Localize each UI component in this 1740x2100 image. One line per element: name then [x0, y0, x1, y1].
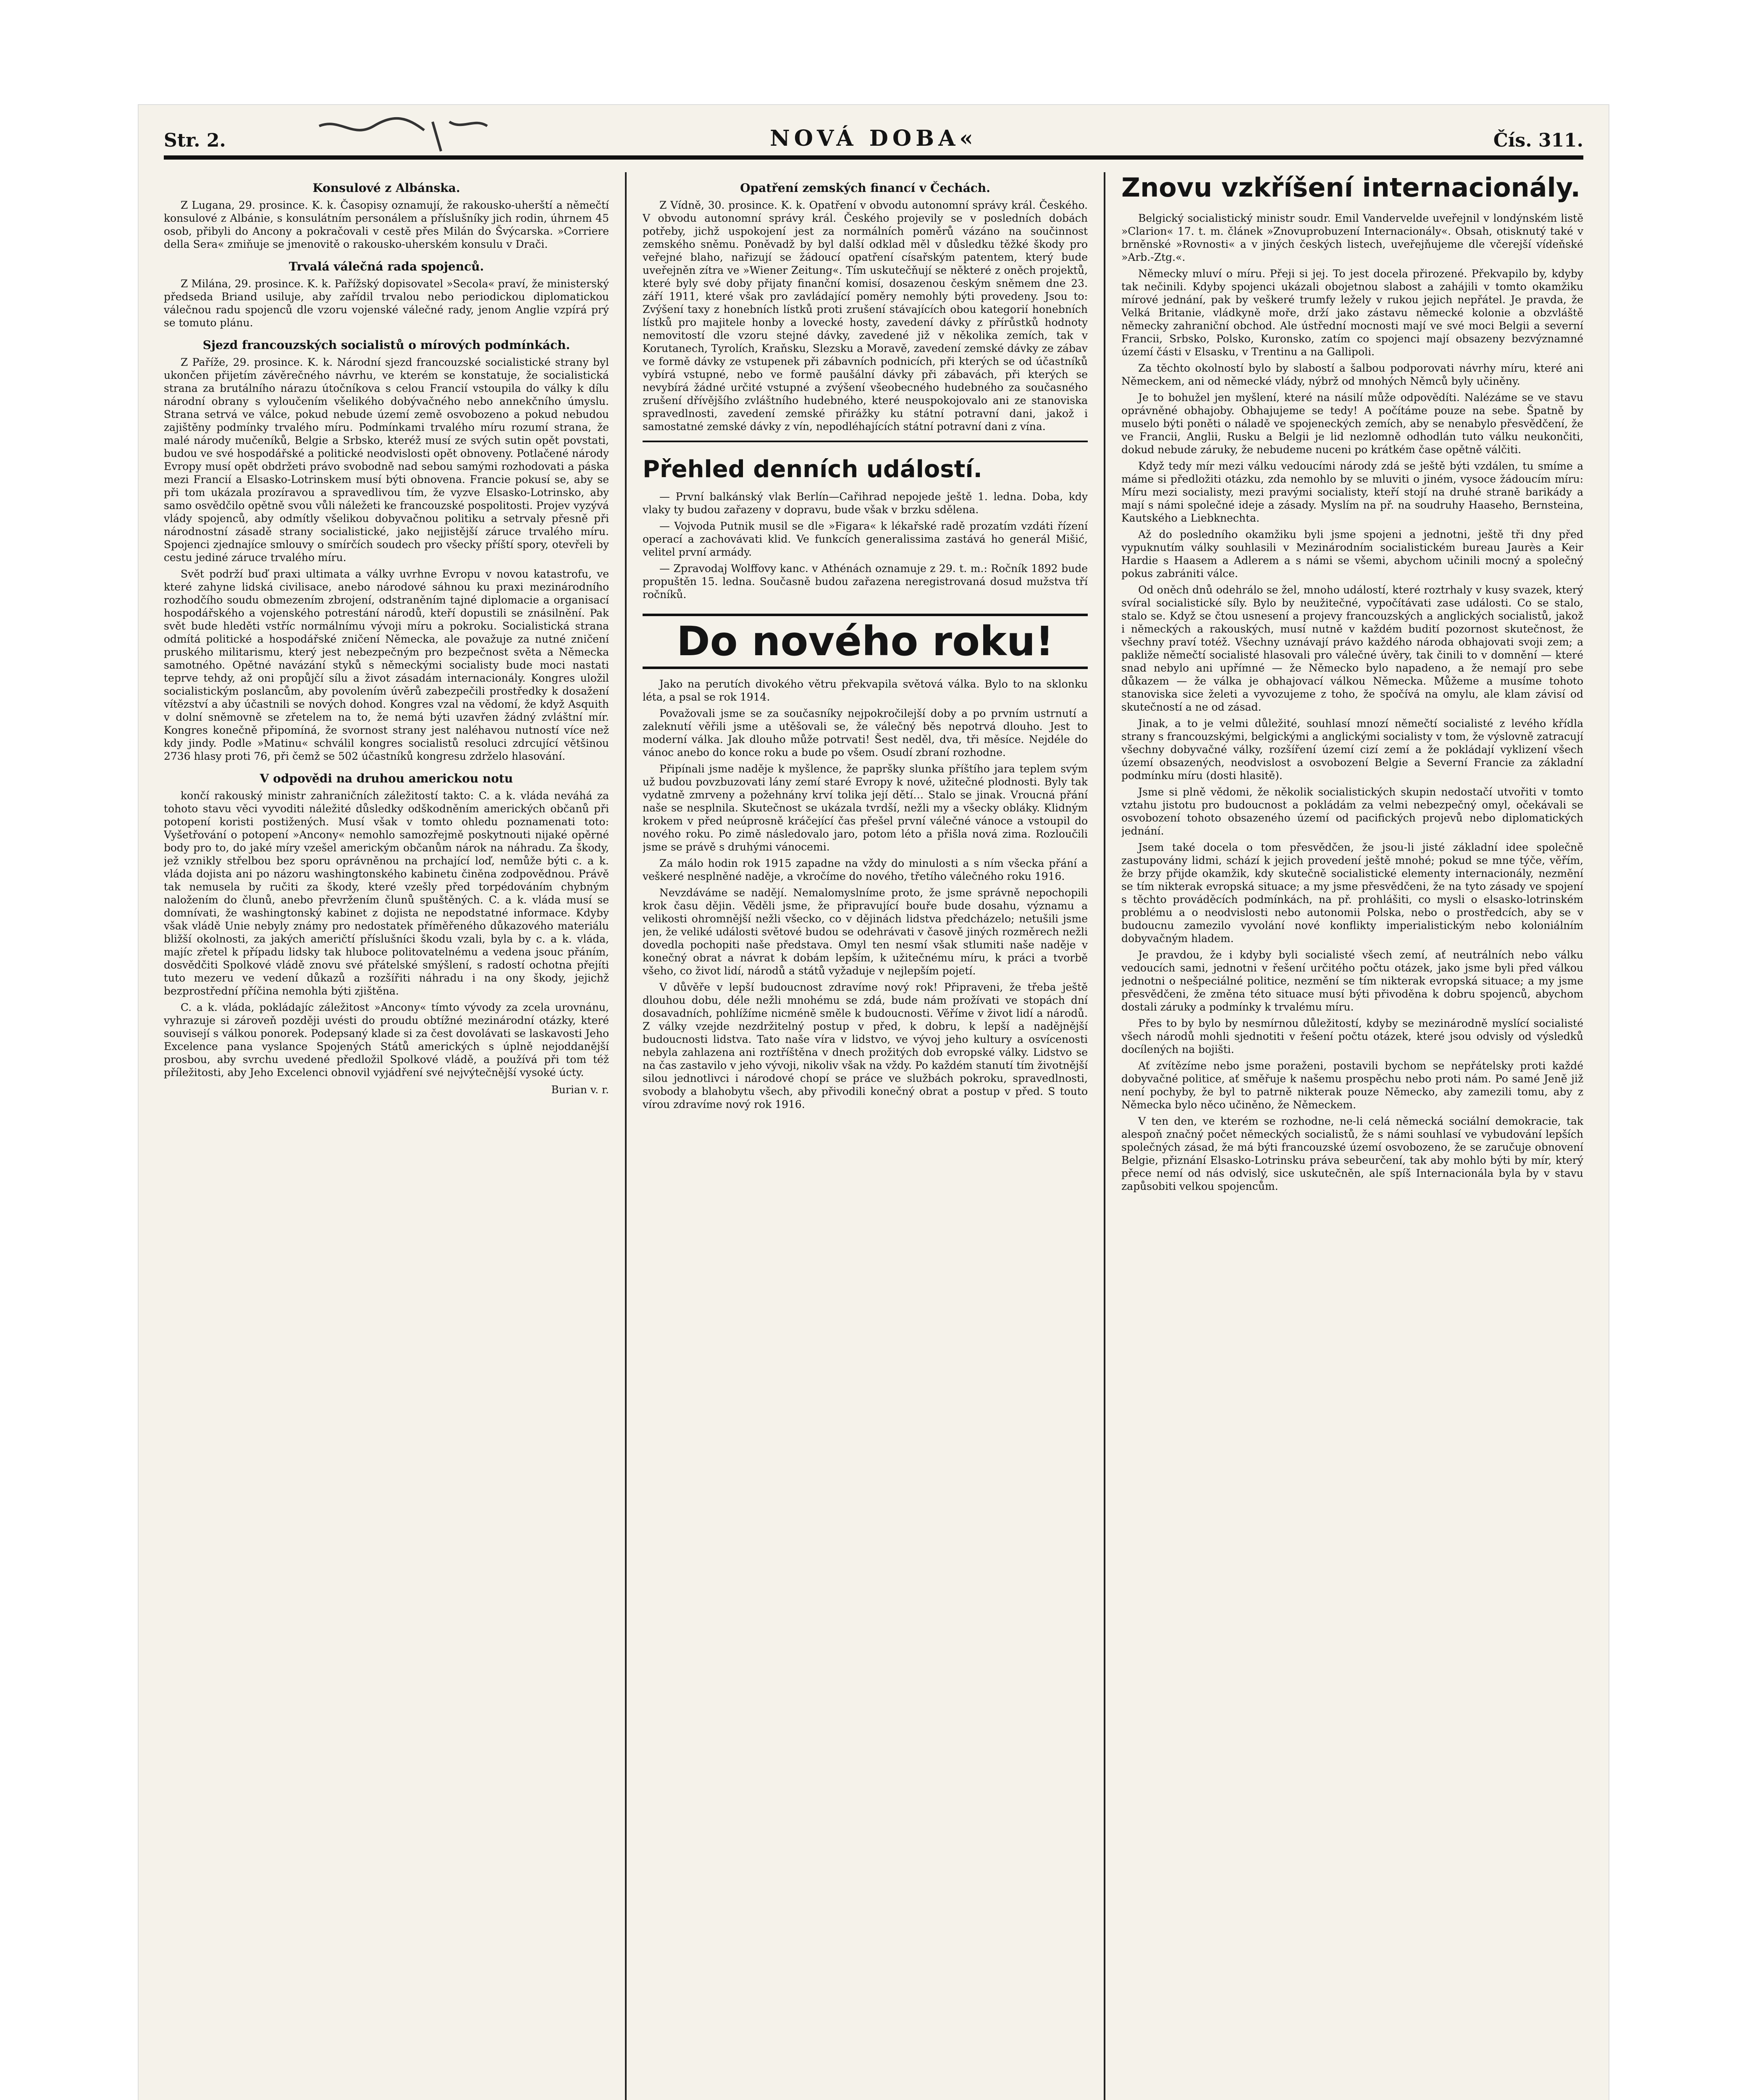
article-paragraph: — Vojvoda Putnik musil se dle »Figara« k lékařské radě prozatím vzdáti řízení operací a zachovávati klid. Ve funkcích generalissima zastává ho generál Mišić, velitel první armády. [643, 520, 1088, 558]
column-2 [643, 172, 1088, 2100]
column-separator [625, 172, 627, 2100]
article-paragraph: Svět podrží buď praxi ultimata a války uvrhne Evropu v novou katastrofu, ve které zahyne lidská civilisace, anebo národové sáhnou ku praxi mezinárodního rozhodčího soudu obmezením zbrojení, odstraněním tajné diplomacie a organisací hospodářského a vojenského potrestání národů, kteří dopustili se znásilnění. Pak svět bude hleděti vstříc normálnímu vývoji míru a pokroku. Socialistická strana odmítá politické a hospodářské zničení Německa, ale považuje za nutné zničení pruského militarismu, který jest nebezpečným pro bezpečnost světa a Německa samotného. Opětné navázání styků s německými socialisty bude moci nastati teprve tehdy, až oni propůjčí sílu a život zásadám internacionály. Kongres uložil socialistickým poslancům, aby povolením úvěrů zabezpečili prostředky k dosažení vítězství a aby účastnili se nových dohod. Kongres vzal na vědomí, že když Asquith v dolní sněmovně se zřetelem na to, že nemá býti uzavřen žádný zvláštní mír. Kongres konečně připomíná, že svornost strany jest naléhavou nutností více než kdy jindy. Podle »Matinu« schválil kongres socialistů resoluci zdrcující většinou 2736 hlasy proti 76, při čemž se 502 účastníků kongresu zdrželo hlasování. [164, 568, 609, 762]
article-paragraph: Je pravdou, že i kdyby byli socialisté všech zemí, ať neutrálních nebo válku vedoucích sami, jednotni v řešení určitého počtu otázek, jako jsme byli před válkou jednotni o nešpeciálné politice, nezmění se tím nikterak evropská situace; a my jsme přesvědčeni, že změna této situace musí býti přivoděna k dobru spojenců, abychom dostali záruky a podmínky k trvalému míru. [1121, 949, 1583, 1013]
article-heading: V odpovědi na druhou americkou notu [260, 772, 513, 785]
article-paragraph: Jsme si plně vědomi, že několik socialistických skupin nedostačí utvořiti v tomto vztahu jistotu pro budoucnost a pokládám za velmi nebezpečný omyl, očekávali se osvobození tohoto obsazeného území od pacifických projevů nebo diplomatických jednání. [1121, 786, 1583, 837]
article-paragraph: Od oněch dnů odehrálo se žel, mnoho událostí, které roztrhaly v kusy svazek, který svíral socialistické síly. Bylo by neužitečné, vypočítávati zase události. Co se stalo, stalo se. Když se čtou usnesení a projevy francouzských a anglických socialistů, jakož i německých a rakouských, musí nutně v každém budití pozornost skutečnost, že všechny praví totéž. Všechny uznávají právo každého národa obhajovati svoji zem; a pakliže němečtí socialisté hlasovali pro válečné úvěry, tak činili to v domnění — které snad nebylo ani upřímné — že Německo bylo napadeno, a že nemají pro sebe důkazem — že válka je obhajovací válkou Německa. Můžeme a musíme tohoto stanoviska sice želeti a vyvozujeme z toho, že spočívá na omylu, ale klam závisí od skutečností a ne od zásad. [1121, 584, 1583, 713]
article-paragraph: Jinak, a to je velmi důležité, souhlasí mnozí němečtí socialisté z levého křídla strany s francouzskými, belgickými a anglickými socialisty v tom, že výslovně zatracují všechny dobyvačné války, rozšíření území cizí zemí a že pokládají vyklizení všech území obsazených, neodvislost a osvobození Belgie a Severní Francie za základní podmínku míru (dosti hlasitě). [1121, 717, 1583, 782]
article-paragraph: Za málo hodin rok 1915 zapadne na vždy do minulosti a s ním všecka přání a veškeré nesplněné naděje, a vkročíme do nového, třetího válečného roku 1916. [643, 857, 1088, 882]
page-header [164, 118, 1583, 160]
page-number: Str. 2. [164, 130, 226, 151]
article-paragraph: C. a k. vláda, pokládajíc záležitost »Ancony« tímto vývody za zcela urovnánu, vyhrazuje si zároveň později uvésti do proudu obtížné mezinárodní otázky, které souvisejí s válkou ponorek. Podepsaný klade si za čest dovolávati se laskavosti Jeho Excelence pana vyslance Spojených Států amerických s úplně nejoddanější prosbou, aby svrchu uvedené předložil Spolkové vládě, a používá při tom též příležitosti, aby Jeho Excelenci obnovil vyjádření své nejvýtečnější vysoké úcty. [164, 1001, 609, 1079]
divider [643, 441, 1088, 442]
article-paragraph: Připínali jsme naděje k myšlence, že papršky slunka příštího jara teplem svým už budou povzbuzovati lány zemí staré Evropy k nové, užitečné plodnosti. Byly tak vydatně zmrveny a požehnány krví tolika její dětí… Stalo se jinak. Vroucná přání naše se nesplnila. Skutečnost se ukázala tvrdší, nežli my a všecky obláky. Klidným krokem v před neúprosně kráčející čas přešel první válečné vánoce a vstoupil do nového roku. Po zimě následovalo jaro, potom léto a přišla nová zima. Rozloučili jsme se právě s druhými vánocemi. [643, 763, 1088, 853]
column-separator [1104, 172, 1105, 2100]
article-heading: Opatření zemských financí v Čechách. [740, 181, 990, 195]
article-heading: Do nového roku! [643, 614, 1088, 669]
article-paragraph: Z Lugana, 29. prosince. K. k. Časopisy oznamují, že rakousko-uherští a němečtí konsulové z Albánie, s konsulátním personálem a příslušníky jich rodin, úhrnem 45 osob, přibyli do Ancony a pokračovali v cestě přes Milán do Švýcarska. »Corriere della Sera« zmiňuje se jmenovitě o rakousko-uherském konsulu v Drači. [164, 199, 609, 250]
article-paragraph: Jsem také docela o tom přesvědčen, že jsou-li jisté základní idee společně zastupovány lidmi, schází k jejich provedení ještě mnohé; pokud se mne týče, věřím, že brzy přijde okamžik, kdy skutečně socialistické elementy internacionály, nezmění se tím nikterak evropská situace; a my jsme přesvědčeni, že na tyto zásady ve spojení s těchto prováděcích podmínkách, na př. prohlášiti, co mysli o elsasko-lotrinském problému a o neodvislosti nebo autonomii Polska, nebo o prostředcích, aby se v budoucnu zamezilo vyvolání nové konflikty imperialistickým nebo koloniálním dobyvačným hladem. [1121, 841, 1583, 945]
article-paragraph: Německy mluví o míru. Přeji si jej. To jest docela přirozené. Překvapilo by, kdyby tak nečinili. Kdyby spojenci ukázali obojetnou slabost a zahájili v tomto okamžiku mírové jednání, pak by veškeré trumfy ležely v rukou jejich nepřátel. Je pravda, že Velká Britanie, vládkyně moře, drží jako zástavu německé kolonie a obzvláště německy zahraniční obchod. Ale ústřední mocnosti mají ve své moci Belgii a severní Francii, Srbsko, Polsko, Kuronsko, zatím co spojenci mají obsazeny bezvýznamné území části v Elsasku, v Trentinu a na Gallipoli. [1121, 268, 1583, 358]
article-paragraph: Nevzdáváme se nadějí. Nemalomyslníme proto, že jsme správně nepochopili krok času dějin. Věděli jsme, že připravující bouře bude dosahu, významu a velikosti ohromnější nežli všecko, co v dějinách lidstva předcházelo; netušili jsme jen, že veliké události světové budou se odehrávati v časově jiných rozměrech nežli dovedla pochopiti naše představa. Omyl ten nesmí však stlumiti naše naděje v konečný obrat a návrat k dobám lepším, k užitečnému míru, k práci a tvorbě všeho, co život lidí, národů a států vyžaduje v nejlepším pojetí. [643, 887, 1088, 977]
article-heading: Konsulové z Albánska. [312, 181, 460, 195]
article-heading: Sjezd francouzských socialistů o mírových podmínkách. [202, 338, 570, 352]
article-paragraph: Z Milána, 29. prosince. K. k. Pařížský dopisovatel »Secola« praví, že ministerský předseda Briand usiluje, aby zařídil trvalou nebo periodickou diplomatickou válečnou radu spojenců dle vzoru vojenské válečné rady, jenom Anglie vzpírá prý se tomuto plánu. [164, 278, 609, 329]
article-heading: Trvalá válečná rada spojenců. [289, 260, 484, 273]
article-paragraph: — První balkánský vlak Berlín—Cařihrad nepojede ještě 1. ledna. Doba, kdy vlaky ty budou zařazeny v dopravu, bude však v brzku sdělena. [643, 491, 1088, 516]
article-paragraph: Z Vídně, 30. prosince. K. k. Opatření v obvodu autonomní správy král. Českého. V obvodu autonomní správy král. Českého projevily se v posledních dobách potřeby, jichž uspokojení jest za normálních poměrů vázáno na součinnost zemského sněmu. Poněvadž by byl další odklad měl v důsledku těžké škody pro veřejné blaho, nařizují se žádoucí opatření císařským patentem, který bude uveřejněn zítra ve »Wiener Zeitung«. Tím uskutečňují se některé z oněch projektů, které byly své doby přijaty finanční komisí, dosazenou českým sněmem dne 23. září 1911, které však pro zavládající poměry nemohly býti provedeny. Jsou to: Zvýšení taxy z honebních lístků proti zrušení stávajících obou kategorií honebních lístků pro majitele honby a lovecké hosty, zavedení dávky z přírůstků hodnoty nemovitostí dle vzoru stejné dávky, zavedené již v několika zemích, tak v Korutanech, Tyrolích, Kraňsku, Slezsku a Moravě, zavedení zemské dávky ze zábav ve formě dávky ze vstupenek při zábavních podnicích, při kterých se od účastníků vybírá vstupné, nebo ve formě paušální dávky při zábavách, při kterých se nevybírá žádné určité vstupné a zvýšení všeobecného hudebného za současného zrušení dřívějšího zvláštního hudebného, které neuspokojovalo ani ze stanoviska spravedlnosti, zavedení zemské přirážky ku státní potravní dani, jakož i samostatné zemské dávky z vín, nepodléhajících státní potravní dani z vína. [643, 199, 1088, 433]
article-paragraph: Ať zvítězíme nebo jsme poraženi, postavili bychom se nepřátelsky proti každé dobyvačné politice, ať směřuje k našemu prospěchu nebo proti nám. Po samé Jeně již není pochyby, že byl to patrně nikterak pouze Německo, aby zamezili tomu, aby z Německa bylo něco učiněno, že Německem. [1121, 1060, 1583, 1111]
article-heading: Přehled denních událostí. [643, 456, 982, 483]
newspaper-title: NOVÁ DOBA« [770, 126, 977, 151]
article-signature: Burian v. r. [551, 1084, 609, 1096]
article-paragraph: Jako na perutích divokého větru překvapila světová válka. Bylo to na sklonku léta, a psal se rok 1914. [643, 678, 1088, 703]
article-paragraph: Je to bohužel jen myšlení, které na násilí může odpovědíti. Nalézáme se ve stavu oprávněné obhajoby. Obhajujeme se tedy! A počítáme pouze na sebe. Špatně by muselo býti poněti o náladě ve spojeneckých zemích, aby se nenabylo přesvědčení, že ve Francii, Anglii, Rusku a Belgii je lid nezlomně odhodlán tuto válku neukončiti, dokud nebude záruky, že nebudeme nuceni po krátkém čase opětně válčiti. [1121, 391, 1583, 456]
article-paragraph: V ten den, ve kterém se rozhodne, ne-li celá německá sociální demokracie, tak alespoň značný počet německých socialistů, že s námi souhlasí ve vybudování lepších společných zásad, že má býti francouzské území osvobozeno, že se zaručuje obnovení Belgie, přiznání Elsasko-Lotrinsku práva sebeurčení, tak aby mohlo býti by mír, který přece nemí od nás odvislý, sice uskutečněn, ale spíš Internacionála byla by v stavu zapůsobiti velkou spojencům. [1121, 1115, 1583, 1192]
article-paragraph: končí rakouský ministr zahraničních záležitostí takto: C. a k. vláda neváhá za tohoto stavu věci vyvoditi náležité důsledky odškodněním amerických občanů při potopení koristi postižených. Musí však v tomto ohledu poznamenati toto: Vyšetřování o potopení »Ancony« nemohlo samozřejmě poskytnouti nijaké opěrné body pro to, do jaké míry vzešel americkým občanům nárok na náhradu. Za škody, jež vznikly střelbou bez sporu oprávněnou na prchající loď, nemůže býti c. a k. vláda dojista ani po názoru washingtonského kabinetu činěna zodpovědnou. Právě tak nemusela by ručiti za škody, které vzešly před torpédováním chybným naložením do člunů, anebo převržením člunů spuštěných. C. a k. vláda musí se domnívati, že washingtonský kabinet z dojista ne nepodstatné informace. Kdyby však vládě Unie nebyly známy pro nedostatek příměřeného důkazového materiálu bližší okolnosti, za jakých američtí příslušníci škodu vzali, byla by c. a k. vláda, majíc zřetel k případu lidsky tak hluboce politovatelnému a vedena jsouc přáním, dosvědčiti Spolkové vládě znovu své přátelské smýšlení, s radostí ochotna přejíti tuto mezeru ve vedení důkazů a rozšířiti náhradu i na ony škody, jejichž bezprostřední příčina nemohla býti zjištěna. [164, 790, 609, 997]
newspaper-page [139, 105, 1609, 2100]
article-paragraph: Belgický socialistický ministr soudr. Emil Vandervelde uveřejnil v londýnském listě »Clarion« 17. t. m. článek »Znovuprobuzení Internacionály«. Obsah, otisknutý také v brněnské »Rovnosti« a v jiných českých listech, uveřejňujeme dle včerejší vídeňské »Arb.-Ztg.«. [1121, 212, 1583, 263]
article-paragraph: Považovali jsme se za současníky nejpokročilejší doby a po prvním ustrnutí a zaleknutí věřili jsme a utěšovali se, že válečný běs nepotrvá dlouho. Jest to moderní válka. Jak dlouho může potrvati! Šest neděl, dva, tři měsíce. Nejdéle do vánoc anebo do konce roku a bude po všem. Osudí zbraní rozhodne. [643, 707, 1088, 759]
article-paragraph: Za těchto okolností bylo by slabostí a šalbou podporovati návrhy míru, které ani Německem, ani od německé vlády, nýbrž od mnohých Němců byly učiněny. [1121, 362, 1583, 387]
article-paragraph: Z Paříže, 29. prosince. K. k. Národní sjezd francouzské socialistické strany byl ukončen přijetím závěrečného návrhu, ve kterém se konstatuje, že socialistická strana za brutálního nárazu útočníkova s celou Francií vstoupila do války k dílu národní obrany s vyloučením všelikého dobývačného nebo annekčního úmyslu. Strana setrvá ve válce, pokud nebude území země osvobozeno a pokud nebudou zajištěny podmínky trvalého míru. Podmínkami trvalého míru rozumí strana, že malé národy mučeníků, Belgie a Srbsko, kteréž musí ze svých sutin opět povstati, budou ve své hospodářské a politické neodvislosti opět obnoveny. Potlačené národy Evropy musí opět obdržeti právo svobodně nad sebou samými rozhodovati a páska mezi Francií a Elsasko-Lotrinskem musí býti obnovena. Francie pokusí se, aby se při tom ukázala prozíravou a spravedlivou tím, že vyzve Elsasko-Lotrinsko, aby samo osvědčilo opětně svou vůli náležeti ke francouzské pospolitosti. Projev vyzývá vlády spojenců, aby odmítly všelikou dobyvačnou politiku a setrvaly přesně při národnostní zásadě strany socialistické, jako nejjistější záruce trvalého míru. Spojenci zjednajíce smlouvy o smírčích soudech pro všecky příští spory, otevřeli by cestu jediné záruce trvalého míru. [164, 356, 609, 564]
column-1 [164, 172, 609, 2100]
column-3 [1121, 172, 1583, 2100]
article-paragraph: Když tedy mír mezi válku vedoucími národy zdá se ještě býti vzdálen, tu smíme a máme si předložiti otázku, zda nemohlo by se mluviti o jiném, vysoce žádoucím míru: Míru mezi socialisty, mezi pravými socialisty, kteří stojí na druhé straně barikády a mají s námi společné ideje a zásady. Myslím na př. na soudruhy Haaseho, Bernsteina, Kautského a Liebknechta. [1121, 460, 1583, 524]
article-paragraph: Přes to by bylo by nesmírnou důležitostí, kdyby se mezinárodně myslící socialisté všech národů mohli sjednotiti v řešení počtu otázek, které jsou odvisly od výsledků docílených na bojišti. [1121, 1017, 1583, 1055]
article-paragraph: V důvěře v lepší budoucnost zdravíme nový rok! Připraveni, že třeba ještě dlouhou dobu, déle nežli mnohému se zdá, bude nám prožívati ve stopách dní dosavadních, pohlížíme nicméně směle k budoucnosti. Věříme v život lidí a národů. Z války vzejde nezdržitelný postup v před, k dobru, k lepší a nadějnější budoucnosti lidstva. Tato naše víra v lidstvo, ve vývoj jeho kultury a osvícenosti nebyla zahlazena ani roztříštěna v dnech prožitých dob evropské války. Lidstvo se na čas zastavilo v jeho vývoji, nikoliv však na vždy. Po každém stanutí tím životnější silou jednotlivci i národové chopí se práce ve službách pokroku, spravedlnosti, svobody a blahobytu všech, aby přivodili konečný obrat a postup v před. S touto vírou zdravíme nový rok 1916. [643, 981, 1088, 1110]
issue-number: Čís. 311. [1493, 130, 1583, 151]
article-paragraph: — Zpravodaj Wolffovy kanc. v Athénách oznamuje z 29. t. m.: Ročník 1892 bude propuštěn 15. ledna. Současně budou zařazena neregistrovaná dosud mužstva tří ročníků. [643, 562, 1088, 601]
article-heading: Znovu vzkříšení internacionály. [1121, 172, 1581, 203]
article-paragraph: Až do posledního okamžiku byli jsme spojeni a jednotni, ještě tři dny před vypuknutím války souhlasili v Mezinárodním socialistickém bureau Jaurès a Keir Hardie s Haasem a Adlerem a s námi se všemi, abychom učinili mocný a společný pokus zabrániti válce. [1121, 528, 1583, 580]
